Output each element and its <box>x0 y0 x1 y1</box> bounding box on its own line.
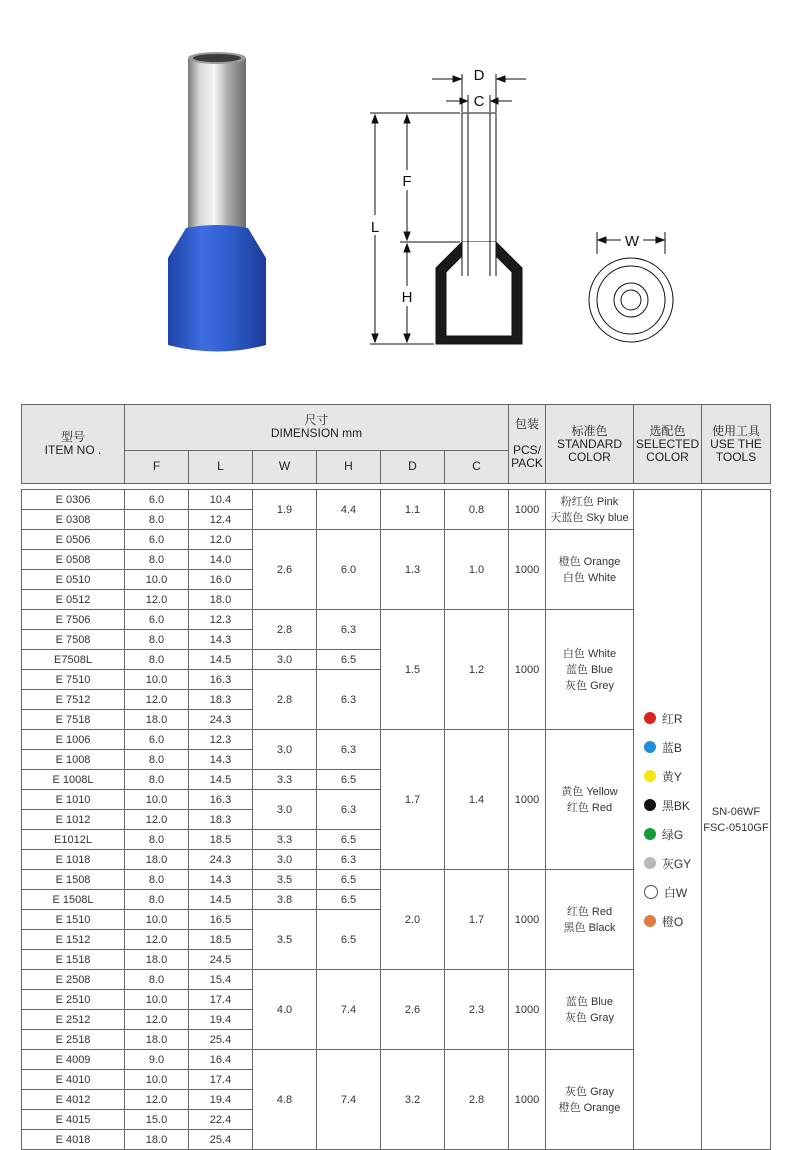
header-std-zh: 标准色 <box>571 423 608 438</box>
w-cell: 3.3 <box>253 830 317 850</box>
h-cell: 6.5 <box>317 770 381 790</box>
selected-color-item <box>644 733 691 762</box>
item-cell: E7508L <box>22 650 125 670</box>
h-cell: 6.5 <box>317 870 381 890</box>
item-cell: E 2512 <box>22 1010 125 1030</box>
h-cell: 6.5 <box>317 890 381 910</box>
f-cell: 8.0 <box>125 890 189 910</box>
standard-color-cell <box>546 610 634 730</box>
l-cell: 15.4 <box>189 970 253 990</box>
f-cell: 10.0 <box>125 1070 189 1090</box>
f-cell: 8.0 <box>125 750 189 770</box>
l-cell: 18.0 <box>189 590 253 610</box>
w-cell: 3.3 <box>253 770 317 790</box>
f-cell: 6.0 <box>125 610 189 630</box>
selected-color-label: 绿G <box>661 827 684 842</box>
standard-color-cell <box>546 490 634 530</box>
selected-color-label: 灰GY <box>661 856 692 871</box>
standard-color-item: 白色 White <box>562 571 617 584</box>
standard-color-item: 橙色 Orange <box>558 1101 621 1114</box>
header-item-zh: 型号 <box>60 430 85 444</box>
l-cell: 16.3 <box>189 670 253 690</box>
l-cell: 12.4 <box>189 510 253 530</box>
f-cell: 8.0 <box>125 550 189 570</box>
h-cell: 4.4 <box>317 490 381 530</box>
f-cell: 10.0 <box>125 790 189 810</box>
header-item-en: ITEM NO . <box>44 443 102 457</box>
d-cell: 2.6 <box>381 970 445 1050</box>
item-cell: E 1518 <box>22 950 125 970</box>
l-cell: 16.5 <box>189 910 253 930</box>
header-w: W <box>253 450 317 483</box>
standard-color-item: 红色 Red <box>566 905 613 918</box>
l-cell: 14.3 <box>189 750 253 770</box>
c-cell: 1.7 <box>445 870 509 970</box>
label-c: C <box>473 93 485 110</box>
l-cell: 25.4 <box>189 1030 253 1050</box>
item-cell: E 1508L <box>22 890 125 910</box>
pack-cell: 1000 <box>509 870 546 970</box>
l-cell: 14.5 <box>189 890 253 910</box>
c-cell: 1.0 <box>445 530 509 610</box>
selected-color-label: 黑BK <box>661 798 690 813</box>
item-cell: E 7506 <box>22 610 125 630</box>
selected-color-list <box>644 704 691 936</box>
l-cell: 14.5 <box>189 650 253 670</box>
f-cell: 12.0 <box>125 1090 189 1110</box>
w-cell: 3.0 <box>253 850 317 870</box>
header-sel-zh: 选配色 <box>649 423 686 438</box>
c-cell: 0.8 <box>445 490 509 530</box>
l-cell: 16.4 <box>189 1050 253 1070</box>
item-cell: E 7510 <box>22 670 125 690</box>
h-cell: 6.0 <box>317 530 381 610</box>
f-cell: 18.0 <box>125 850 189 870</box>
w-cell: 2.8 <box>253 670 317 730</box>
item-cell: E 1508 <box>22 870 125 890</box>
header-std-en: STANDARD COLOR <box>556 436 623 464</box>
standard-color-cell <box>546 530 634 610</box>
l-cell: 16.0 <box>189 570 253 590</box>
f-cell: 8.0 <box>125 770 189 790</box>
w-cell: 4.8 <box>253 1050 317 1150</box>
f-cell: 12.0 <box>125 590 189 610</box>
selected-color-label: 红R <box>661 711 683 726</box>
item-cell: E 2508 <box>22 970 125 990</box>
h-cell: 6.3 <box>317 850 381 870</box>
l-cell: 17.4 <box>189 1070 253 1090</box>
l-cell: 24.3 <box>189 710 253 730</box>
standard-color-item: 黄色 Yellow <box>561 785 618 798</box>
d-cell: 1.7 <box>381 730 445 870</box>
f-cell: 10.0 <box>125 570 189 590</box>
pack-cell: 1000 <box>509 1050 546 1150</box>
item-cell: E 1510 <box>22 910 125 930</box>
color-dot-icon <box>644 741 656 753</box>
c-cell: 1.4 <box>445 730 509 870</box>
side-view-diagram <box>370 74 526 344</box>
l-cell: 24.3 <box>189 850 253 870</box>
l-cell: 12.0 <box>189 530 253 550</box>
f-cell: 9.0 <box>125 1050 189 1070</box>
f-cell: 12.0 <box>125 690 189 710</box>
l-cell: 14.3 <box>189 630 253 650</box>
f-cell: 8.0 <box>125 870 189 890</box>
item-cell: E 1012 <box>22 810 125 830</box>
w-cell: 1.9 <box>253 490 317 530</box>
item-cell: E1012L <box>22 830 125 850</box>
l-cell: 14.5 <box>189 770 253 790</box>
tool-name: SN-06WF <box>711 805 761 818</box>
f-cell: 12.0 <box>125 930 189 950</box>
h-cell: 7.4 <box>317 970 381 1050</box>
f-cell: 8.0 <box>125 650 189 670</box>
w-cell: 3.0 <box>253 650 317 670</box>
standard-color-cell <box>546 730 634 870</box>
f-cell: 18.0 <box>125 710 189 730</box>
color-dot-icon <box>644 885 658 899</box>
l-cell: 17.4 <box>189 990 253 1010</box>
table-row <box>22 490 771 510</box>
pack-cell: 1000 <box>509 610 546 730</box>
label-h: H <box>401 289 413 306</box>
d-cell: 2.0 <box>381 870 445 970</box>
item-cell: E 4010 <box>22 1070 125 1090</box>
color-dot-icon <box>644 770 656 782</box>
selected-color-label: 蓝B <box>661 740 682 755</box>
w-cell: 3.5 <box>253 870 317 890</box>
d-cell: 3.2 <box>381 1050 445 1150</box>
pack-cell: 1000 <box>509 530 546 610</box>
item-cell: E 1006 <box>22 730 125 750</box>
selected-color-label: 白W <box>663 885 688 900</box>
w-cell: 3.8 <box>253 890 317 910</box>
item-cell: E 4018 <box>22 1130 125 1150</box>
standard-color-item: 灰色 Gray <box>565 1011 614 1024</box>
h-cell: 6.3 <box>317 670 381 730</box>
product-figures <box>0 0 790 380</box>
l-cell: 18.3 <box>189 810 253 830</box>
header-dimension-en: DIMENSION mm <box>270 426 363 441</box>
selected-color-item <box>644 791 691 820</box>
header-dimension-zh: 尺寸 <box>304 413 329 428</box>
header-pack-en: PCS/ PACK <box>511 443 543 470</box>
w-cell: 2.8 <box>253 610 317 650</box>
l-cell: 19.4 <box>189 1010 253 1030</box>
item-cell: E 7518 <box>22 710 125 730</box>
d-cell: 1.3 <box>381 530 445 610</box>
selected-color-label: 黄Y <box>661 769 682 784</box>
selected-color-label: 橙O <box>661 914 684 929</box>
f-cell: 18.0 <box>125 950 189 970</box>
w-cell: 4.0 <box>253 970 317 1050</box>
selected-color-item <box>644 820 691 849</box>
item-cell: E 2518 <box>22 1030 125 1050</box>
selected-color-item <box>644 907 691 936</box>
color-dot-icon <box>644 799 656 811</box>
w-cell: 3.0 <box>253 730 317 770</box>
standard-color-item: 橙色 Orange <box>558 555 621 568</box>
standard-color-cell <box>546 1050 634 1150</box>
item-cell: E 2510 <box>22 990 125 1010</box>
pack-cell: 1000 <box>509 730 546 870</box>
item-cell: E 1018 <box>22 850 125 870</box>
item-cell: E 1008 <box>22 750 125 770</box>
l-cell: 18.5 <box>189 930 253 950</box>
l-cell: 24.5 <box>189 950 253 970</box>
standard-color-item: 蓝色 Blue <box>565 663 614 676</box>
standard-color-item: 蓝色 Blue <box>565 995 614 1008</box>
h-cell: 6.3 <box>317 610 381 650</box>
header-dimension <box>125 405 509 451</box>
pack-cell: 1000 <box>509 970 546 1050</box>
color-dot-icon <box>644 712 656 724</box>
c-cell: 2.3 <box>445 970 509 1050</box>
h-cell: 6.3 <box>317 730 381 770</box>
item-cell: E 1512 <box>22 930 125 950</box>
h-cell: 6.5 <box>317 910 381 970</box>
selected-color-item <box>644 704 691 733</box>
header-sel-en: SELECTED COLOR <box>635 436 700 464</box>
label-w: W <box>624 233 640 250</box>
item-cell: E 7512 <box>22 690 125 710</box>
header-pack <box>509 405 546 484</box>
standard-color-item: 天蓝色 Sky blue <box>550 511 629 524</box>
item-cell: E 0506 <box>22 530 125 550</box>
l-cell: 18.3 <box>189 690 253 710</box>
standard-color-cell <box>546 970 634 1050</box>
l-cell: 10.4 <box>189 490 253 510</box>
standard-color-item: 灰色 Gray <box>565 1085 614 1098</box>
tool-name: FSC-0510GF <box>703 821 769 834</box>
selected-color-item <box>644 849 691 878</box>
ferrule-photo <box>168 52 266 352</box>
f-cell: 18.0 <box>125 1030 189 1050</box>
f-cell: 8.0 <box>125 510 189 530</box>
label-f: F <box>402 173 412 190</box>
standard-color-cell <box>546 870 634 970</box>
standard-color-item: 红色 Red <box>566 801 613 814</box>
h-cell: 6.3 <box>317 790 381 830</box>
item-cell: E 0306 <box>22 490 125 510</box>
selected-color-cell <box>634 490 702 1150</box>
header-f: F <box>125 450 189 483</box>
color-dot-icon <box>644 915 656 927</box>
item-cell: E 0308 <box>22 510 125 530</box>
header-tools <box>702 405 771 484</box>
f-cell: 15.0 <box>125 1110 189 1130</box>
h-cell: 7.4 <box>317 1050 381 1150</box>
header-standard-color <box>546 405 634 484</box>
header-tools-en: USE THE TOOLS <box>710 436 762 464</box>
header-selected-color <box>634 405 702 484</box>
f-cell: 18.0 <box>125 1130 189 1150</box>
f-cell: 8.0 <box>125 830 189 850</box>
color-dot-icon <box>644 857 656 869</box>
item-cell: E 4015 <box>22 1110 125 1130</box>
table-body <box>22 490 771 1150</box>
l-cell: 14.0 <box>189 550 253 570</box>
header-pack-zh: 包装 <box>514 417 539 431</box>
w-cell: 3.0 <box>253 790 317 830</box>
d-cell: 1.1 <box>381 490 445 530</box>
item-cell: E 7508 <box>22 630 125 650</box>
standard-color-item: 黑色 Black <box>563 921 616 934</box>
c-cell: 2.8 <box>445 1050 509 1150</box>
f-cell: 12.0 <box>125 1010 189 1030</box>
f-cell: 10.0 <box>125 910 189 930</box>
l-cell: 18.5 <box>189 830 253 850</box>
spec-table <box>21 404 771 1150</box>
item-cell: E 1008L <box>22 770 125 790</box>
header-d: D <box>381 450 445 483</box>
label-d: D <box>473 67 485 84</box>
w-cell: 3.5 <box>253 910 317 970</box>
l-cell: 14.3 <box>189 870 253 890</box>
f-cell: 6.0 <box>125 530 189 550</box>
l-cell: 12.3 <box>189 610 253 630</box>
label-l: L <box>370 219 380 236</box>
l-cell: 25.4 <box>189 1130 253 1150</box>
f-cell: 10.0 <box>125 990 189 1010</box>
header-l: L <box>189 450 253 483</box>
f-cell: 8.0 <box>125 630 189 650</box>
color-dot-icon <box>644 828 656 840</box>
header-h: H <box>317 450 381 483</box>
item-cell: E 0508 <box>22 550 125 570</box>
tools-cell <box>702 490 771 1150</box>
l-cell: 22.4 <box>189 1110 253 1130</box>
f-cell: 8.0 <box>125 970 189 990</box>
h-cell: 6.5 <box>317 650 381 670</box>
standard-color-item: 白色 White <box>562 647 617 660</box>
f-cell: 6.0 <box>125 730 189 750</box>
standard-color-item: 粉红色 Pink <box>560 495 619 508</box>
header-tools-zh: 使用工具 <box>711 423 760 438</box>
f-cell: 6.0 <box>125 490 189 510</box>
f-cell: 10.0 <box>125 670 189 690</box>
item-cell: E 4009 <box>22 1050 125 1070</box>
f-cell: 12.0 <box>125 810 189 830</box>
l-cell: 19.4 <box>189 1090 253 1110</box>
pack-cell: 1000 <box>509 490 546 530</box>
selected-color-item <box>644 878 691 907</box>
l-cell: 12.3 <box>189 730 253 750</box>
w-cell: 2.6 <box>253 530 317 610</box>
standard-color-item: 灰色 Grey <box>565 679 614 692</box>
header-c: C <box>445 450 509 483</box>
item-cell: E 0510 <box>22 570 125 590</box>
item-cell: E 1010 <box>22 790 125 810</box>
l-cell: 16.3 <box>189 790 253 810</box>
item-cell: E 4012 <box>22 1090 125 1110</box>
selected-color-item <box>644 762 691 791</box>
h-cell: 6.5 <box>317 830 381 850</box>
c-cell: 1.2 <box>445 610 509 730</box>
header-item <box>22 405 125 484</box>
d-cell: 1.5 <box>381 610 445 730</box>
item-cell: E 0512 <box>22 590 125 610</box>
